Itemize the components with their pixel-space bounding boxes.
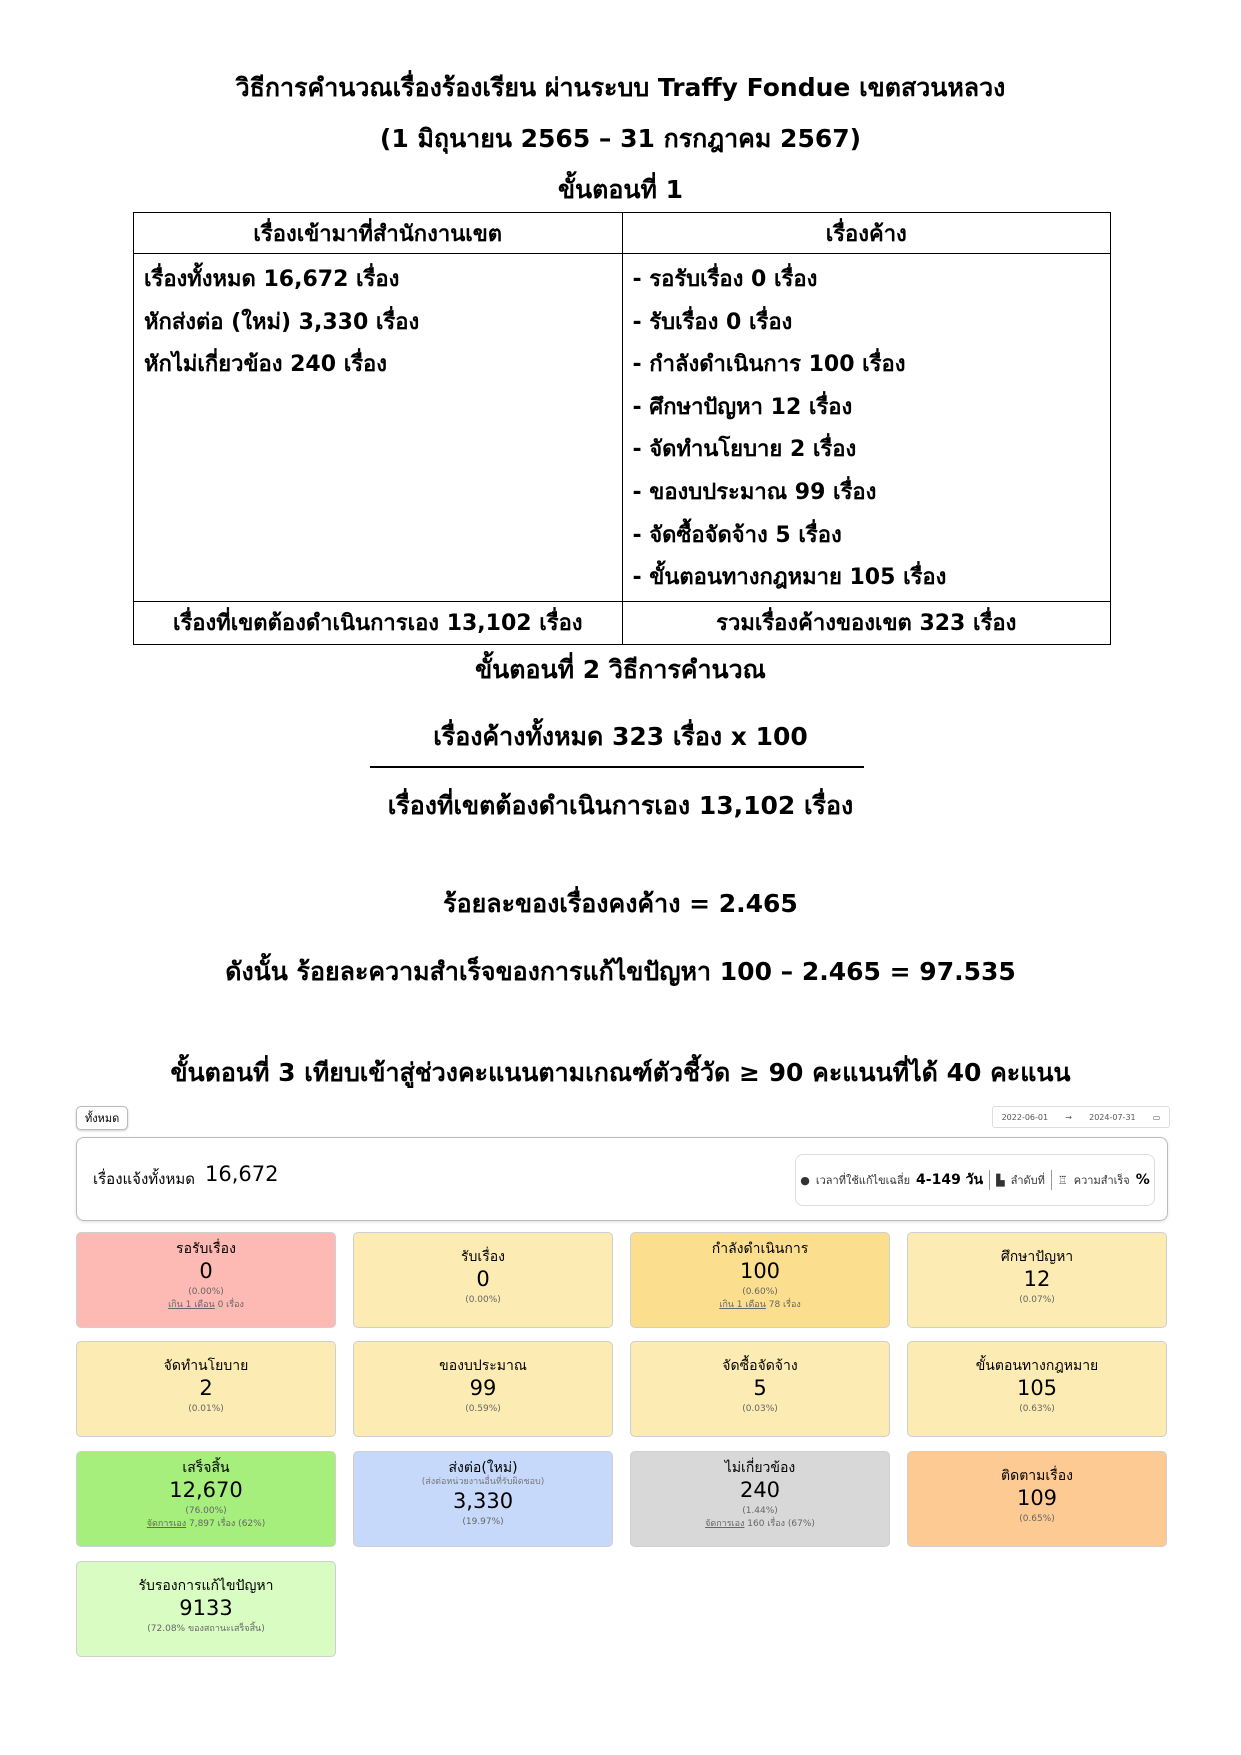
date-to: 2024-07-31 [1089, 1112, 1136, 1122]
success-value: % [1135, 1172, 1150, 1188]
card-percent: (0.65%) [1019, 1514, 1055, 1524]
card-value: 105 [1016, 1376, 1058, 1400]
self-handled-link[interactable]: จัดการเอง [146, 1519, 187, 1529]
card-sub [77, 1518, 335, 1530]
card-value: 109 [1016, 1486, 1058, 1510]
card-value: 99 [469, 1376, 497, 1400]
card-value: 12,670 [169, 1478, 243, 1502]
fraction-numerator: เรื่องค้างทั้งหมด 323 เรื่อง x 100 [433, 722, 808, 751]
pending-item: - กำลังดำเนินการ 100 เรื่อง [632, 352, 906, 378]
incoming-item: หักส่งต่อ (ใหม่) 3,330 เรื่อง [144, 309, 420, 335]
card-sub [77, 1299, 335, 1311]
card-percent: (1.44%) [742, 1506, 778, 1516]
pending-item: - จัดทำนโยบาย 2 เรื่อง [632, 437, 857, 463]
success-label: ความสำเร็จ [1073, 1174, 1130, 1187]
rank-icon: ▙ [996, 1173, 1005, 1187]
avg-time-label: เวลาที่ใช้แก้ไขเฉลี่ย [815, 1174, 911, 1187]
card-percent: (0.00%) [465, 1295, 501, 1305]
over-month-link[interactable]: เกิน 1 เดือน [719, 1300, 766, 1310]
doc-title-line2: (1 มิถุนายน 2565 – 31 กรกฎาคม 2567) [379, 124, 862, 153]
pending-item: - ศึกษาปัญหา 12 เรื่อง [632, 394, 853, 420]
card-sub-text: 78 เรื่อง [765, 1300, 801, 1310]
success-percent: ดังนั้น ร้อยละความสำเร็จของการแก้ไขปัญหา 100 – 2.465 = 97.535 [225, 957, 1016, 986]
status-card-certified[interactable] [76, 1561, 336, 1657]
divider [1051, 1170, 1052, 1190]
card-percent: (0.01%) [188, 1404, 224, 1414]
card-description: (ส่งต่อหน่วยงานอื่นที่รับผิดชอบ) [421, 1477, 545, 1487]
col-header-pending: เรื่องค้าง [622, 213, 1111, 254]
card-percent: (76.00%) [185, 1506, 227, 1516]
status-card-legal[interactable] [907, 1341, 1167, 1437]
person-icon: ● [800, 1173, 810, 1187]
card-percent: (0.63%) [1019, 1404, 1055, 1414]
col-header-incoming: เรื่องเข้ามาที่สำนักงานเขต [134, 213, 623, 254]
card-label: ติดตามเรื่อง [1001, 1468, 1073, 1484]
divider [989, 1170, 990, 1190]
calculation-table [133, 212, 1111, 645]
calendar-icon: ▭ [1152, 1112, 1161, 1122]
card-label: ของบประมาณ [439, 1358, 527, 1374]
pending-percent: ร้อยละของเรื่องคงค้าง = 2.465 [443, 889, 798, 918]
card-value: 100 [739, 1259, 781, 1283]
self-handled-total: เรื่องที่เขตต้องดำเนินการเอง 13,102 เรื่อง [134, 601, 623, 644]
card-percent: (19.97%) [462, 1517, 504, 1527]
card-sub [631, 1299, 889, 1311]
step3-heading: ขั้นตอนที่ 3 เทียบเข้าสู่ช่วงคะแนนตามเกณฑ์ตัวชี้วัด ≥ 90 คะแนนที่ได้ 40 คะแนน [170, 1058, 1071, 1087]
card-label: ศึกษาปัญหา [1000, 1249, 1074, 1265]
status-card-follow-up[interactable] [907, 1451, 1167, 1547]
card-label: ส่งต่อ(ใหม่) [448, 1460, 518, 1476]
pending-item: - จัดซื้อจัดจ้าง 5 เรื่อง [632, 522, 842, 548]
rank-label: ลำดับที่ [1010, 1174, 1045, 1187]
card-value: 2 [199, 1376, 213, 1400]
status-card-policy[interactable] [76, 1341, 336, 1437]
date-range-picker[interactable] [992, 1106, 1170, 1128]
step2-heading: ขั้นตอนที่ 2 วิธีการคำนวณ [475, 655, 766, 684]
status-card-in-progress[interactable] [630, 1232, 890, 1328]
card-sub-text: 7,897 เรื่อง (62%) [186, 1519, 266, 1529]
total-value: 16,672 [205, 1162, 279, 1186]
card-sub-text: 160 เรื่อง (67%) [744, 1519, 815, 1529]
incoming-item: เรื่องทั้งหมด 16,672 เรื่อง [144, 267, 400, 292]
card-value: 0 [199, 1259, 213, 1283]
total-summary-panel [76, 1137, 1168, 1221]
card-value: 9133 [179, 1596, 233, 1620]
card-sub [631, 1518, 889, 1530]
over-month-link[interactable]: เกิน 1 เดือน [168, 1300, 215, 1310]
card-percent: (0.00%) [188, 1287, 224, 1297]
step1-heading: ขั้นตอนที่ 1 [557, 175, 684, 204]
card-label: จัดซื้อจัดจ้าง [722, 1358, 798, 1374]
card-label: รับรองการแก้ไขปัญหา [138, 1578, 274, 1594]
pending-item: - รอรับเรื่อง 0 เรื่อง [632, 267, 818, 292]
pending-item: - ขั้นตอนทางกฎหมาย 105 เรื่อง [632, 565, 947, 591]
card-percent: (0.07%) [1019, 1295, 1055, 1305]
card-label: เสร็จสิ้น [182, 1460, 230, 1476]
card-label: รับเรื่อง [461, 1249, 505, 1265]
card-label: กำลังดำเนินการ [711, 1241, 809, 1257]
status-card-completed[interactable] [76, 1451, 336, 1547]
self-handled-link[interactable]: จัดการเอง [705, 1519, 745, 1529]
doc-title-line1: วิธีการคำนวณเรื่องร้องเรียน ผ่านระบบ Traffy Fondue เขตสวนหลวง [235, 73, 1006, 102]
fraction-denominator: เรื่องที่เขตต้องดำเนินการเอง 13,102 เรื่อง [387, 791, 854, 820]
status-card-budget[interactable] [353, 1341, 613, 1437]
incoming-list [134, 254, 623, 602]
total-label: เรื่องแจ้งทั้งหมด [93, 1170, 196, 1188]
date-from: 2022-06-01 [1001, 1112, 1049, 1122]
card-percent: (72.08% ของสถานะเสร็จสิ้น) [147, 1624, 265, 1634]
card-value: 12 [1023, 1267, 1051, 1291]
fraction-divider [370, 766, 864, 768]
tab-all[interactable]: ทั้งหมด [76, 1106, 128, 1130]
status-card-study[interactable] [907, 1232, 1167, 1328]
pending-total: รวมเรื่องค้างของเขต 323 เรื่อง [622, 601, 1111, 644]
card-sub-text: 0 เรื่อง [214, 1300, 244, 1310]
status-card-received[interactable] [353, 1232, 613, 1328]
status-card-irrelevant[interactable] [630, 1451, 890, 1547]
card-percent: (0.03%) [742, 1404, 778, 1414]
pending-item: - ของบประมาณ 99 เรื่อง [632, 479, 877, 505]
status-card-procurement[interactable] [630, 1341, 890, 1437]
card-label: จัดทำนโยบาย [163, 1358, 249, 1374]
incoming-item: หักไม่เกี่ยวข้อง 240 เรื่อง [144, 352, 387, 378]
card-value: 5 [753, 1376, 767, 1400]
date-arrow: → [1065, 1112, 1072, 1122]
stats-pill [795, 1154, 1155, 1206]
avg-time-value: 4-149 วัน [916, 1172, 984, 1188]
card-value: 0 [476, 1267, 490, 1291]
card-percent: (0.59%) [465, 1404, 501, 1414]
card-label: รอรับเรื่อง [176, 1241, 236, 1257]
pending-list [622, 254, 1111, 602]
card-label: ไม่เกี่ยวข้อง [724, 1460, 796, 1476]
card-value: 240 [739, 1478, 781, 1502]
card-percent: (0.60%) [742, 1287, 778, 1297]
card-label: ขั้นตอนทางกฎหมาย [975, 1358, 1099, 1374]
trophy-icon: ♖ [1057, 1173, 1068, 1187]
status-card-waiting[interactable] [76, 1232, 336, 1328]
pending-item: - รับเรื่อง 0 เรื่อง [632, 309, 793, 335]
card-value: 3,330 [452, 1489, 514, 1513]
status-card-forwarded[interactable] [353, 1451, 613, 1547]
